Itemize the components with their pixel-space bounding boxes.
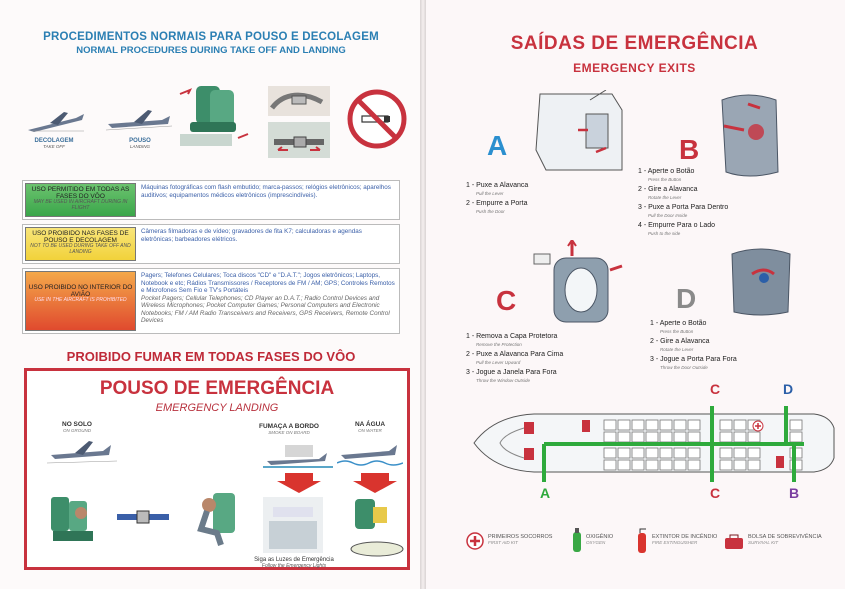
brace-position-icon <box>47 491 101 547</box>
landing-caption: POUSO LANDING <box>129 138 151 149</box>
emergency-exits-subtitle: EMERGENCY EXITS <box>573 61 696 75</box>
prohibited-label: USO PROIBIDO NO INTERIOR DO AVIÃO USE IN THE AIRCRAFT IS PROHIBITED <box>25 271 136 331</box>
permitted-label: USO PERMITIDO EM TODAS AS FASES DO VÔO MAY BE USED IN AIRCRAFT DURING IN FLIGHT <box>25 183 136 217</box>
exit-c-window-icon <box>528 240 624 332</box>
exit-d-letter: D <box>676 283 697 314</box>
takeoff-plane-icon <box>24 108 88 136</box>
page-fold <box>420 0 426 589</box>
on-water-caption: NA ÁGUA ON WATER <box>354 421 386 433</box>
emergency-landing-box <box>24 368 410 570</box>
restricted-devices-row <box>22 224 400 264</box>
oxygen-icon <box>572 528 582 554</box>
extinguisher-icon <box>636 528 648 554</box>
normal-procedures-title: PROCEDIMENTOS NORMAIS PARA POUSO E DECOLAGEM <box>43 31 379 43</box>
upright-seat-icon <box>176 82 256 152</box>
cabin-smoke-icon <box>263 497 323 553</box>
exit-c-letter: C <box>496 285 517 316</box>
plan-exit-c-bottom: C <box>710 485 721 501</box>
restricted-devices-text: Câmeras filmadoras e de vídeo; gravadores de fita K7; calculadoras e agendas eletrônicas; barbeadores elétricos. <box>141 228 362 243</box>
no-smoking-icon <box>346 88 408 150</box>
exit-a-letter: A <box>487 130 508 161</box>
smoke-plane-icon <box>263 441 333 471</box>
down-arrow-icon <box>277 473 321 493</box>
smoke-on-board-caption: FUMAÇA A BORDO SMOKE ON BOARD <box>259 423 319 435</box>
first-aid-icon <box>466 532 484 550</box>
exit-a-door-icon <box>530 90 630 178</box>
normal-procedures-subtitle: NORMAL PROCEDURES DURING TAKE OFF AND LANDING <box>76 45 346 56</box>
exit-b-letter: B <box>679 134 700 165</box>
life-vest-seat-icon <box>349 495 395 535</box>
exit-b-steps: 1 - Aperte o Botão Press the Button 2 - Gire a Alavanca Rotate the Lever 3 - Puxe a Porta Para Dentro Pull the Door Inside 4 - Empurre Para o Lado Push to the side <box>638 168 729 236</box>
ground-plane-icon <box>47 437 117 467</box>
plan-exit-d-top: D <box>783 381 794 397</box>
emergency-exits-title: SAÍDAS DE EMERGÊNCIA <box>510 33 759 54</box>
seatbelt-fastened-icon <box>115 503 171 531</box>
legend-survival-kit: BOLSA DE SOBREVIVÊNCIA SURVIVAL KIT <box>748 534 822 545</box>
emergency-landing-subtitle: EMERGENCY LANDING <box>155 402 279 414</box>
legend-first-aid: PRIMEIROS SOCORROS FIRST AID KIT <box>488 534 553 545</box>
emergency-landing-title: POUSO DE EMERGÊNCIA <box>99 378 335 399</box>
exit-d-steps: 1 - Aperte o Botão Press the Button 2 - Gire a Alavanca Rotate the Lever 3 - Jogue a Porta Para Fora Throw the Door Outside <box>650 320 737 370</box>
plan-exit-a-bottom: A <box>540 485 551 501</box>
plan-exit-b-bottom: B <box>789 485 800 501</box>
no-smoking-heading: PROIBIDO FUMAR EM TODAS FASES DO VÔO <box>66 349 356 364</box>
exit-c-steps: 1 - Remova a Capa Protetora Remove the Protection 2 - Puxe a Alavanca Para Cima Pull the Lever Upward 3 - Jogue a Janela Para Fora Throw the Window Outside <box>466 333 564 383</box>
seatbelt-icon <box>264 82 336 162</box>
plan-exit-c-top: C <box>710 381 721 397</box>
cabin-floor-plan <box>464 398 836 488</box>
exit-a-steps: 1 - Puxe a Alavanca Pull the Lever 2 - Empurre a Porta Push the Door <box>466 182 529 214</box>
restricted-label: USO PROIBIDO NAS FASES DE POUSO E DECOLAGEM NOT TO BE USED DURING TAKE OFF AND LANDING <box>25 227 136 261</box>
prohibited-devices-row <box>22 268 400 334</box>
follow-lights-caption: Siga as Luzes de Emergência Follow the Emergency Lights <box>254 557 334 569</box>
passenger-brace-icon <box>187 489 247 549</box>
survival-kit-icon <box>724 534 744 550</box>
takeoff-caption: DECOLAGEM TAKE OFF <box>34 138 74 149</box>
exit-d-door-icon <box>724 244 798 320</box>
landing-plane-icon <box>104 106 174 134</box>
on-ground-caption: NO SOLO ON GROUND <box>62 421 92 433</box>
permitted-devices-text: Máquinas fotográficas com flash embutido; marca-passos; relógios eletrônicos; aparelhos auditivos; equipamentos médicos eletrônicos (imprescindíveis). <box>141 184 391 199</box>
prohibited-devices-text: Pagers; Telefones Celulares; Toca discos "CD" e "D.A.T."; Jogos eletrônicos; Laptops, Notebook e etc; Rádios Transmissores / Receptores de FM / AM; GPS; Controles Remotos e Microfones Sem Fio e TV's Portáteis Pocket Pagers; Cellular Telephones; CD Player an D.A.T.; Radio Control Devices and Wireless Microphones; Pocket Computer Games; Personal Computers and Electronic Notebooks; FM / AM Radio Transceivers and Receivers, GPS Receivers, Remote Control Devices <box>141 272 395 324</box>
water-plane-icon <box>337 437 403 471</box>
legend-extinguisher: EXTINTOR DE INCÊNDIO FIRE EXTINGUISHER <box>652 534 718 545</box>
legend-oxygen: OXIGÊNIO OXYGEN <box>586 534 614 545</box>
life-raft-icon <box>349 539 405 559</box>
permitted-devices-row <box>22 180 400 220</box>
down-arrow-icon <box>353 473 397 493</box>
